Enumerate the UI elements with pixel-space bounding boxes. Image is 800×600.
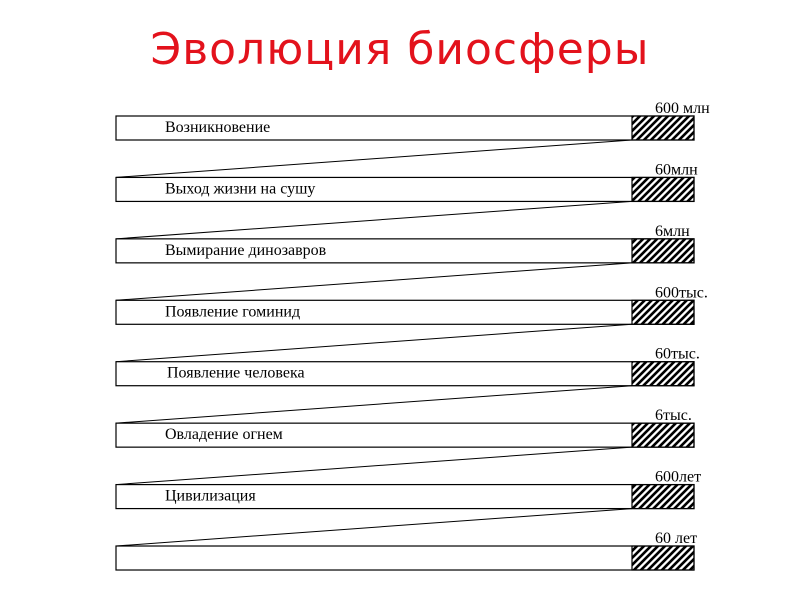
timeline-rows	[116, 100, 710, 570]
row-label: Появление гоминид	[165, 303, 301, 321]
timeline-row	[116, 161, 698, 238]
time-scale-mark: 60млн	[655, 161, 698, 179]
timeline-bar	[116, 546, 694, 570]
zoom-connector-line	[116, 447, 632, 484]
row-label: Появление человека	[167, 364, 305, 382]
hatched-segment	[632, 546, 694, 570]
timeline-row	[116, 469, 701, 546]
zoom-connector-line	[116, 386, 632, 423]
time-scale-mark: 600 млн	[655, 100, 710, 117]
time-scale-mark: 6млн	[655, 222, 690, 240]
row-label: Выход жизни на сушу	[165, 180, 316, 198]
timeline-row	[116, 100, 710, 177]
hatched-segment	[632, 239, 694, 263]
hatched-segment	[632, 116, 694, 140]
row-label: Овладение огнем	[165, 426, 283, 444]
hatched-segment	[632, 362, 694, 386]
zoom-connector-line	[116, 201, 632, 238]
zoom-connector-line	[116, 509, 632, 546]
timeline-row	[116, 223, 694, 300]
time-scale-mark: 6тыс.	[655, 407, 692, 425]
zoom-connector-line	[116, 324, 632, 361]
time-scale-mark: 600тыс.	[655, 284, 708, 302]
row-label: Возникновение	[165, 119, 271, 136]
time-scale-mark: 60тыс.	[655, 345, 700, 363]
hatched-segment	[632, 485, 694, 509]
time-scale-mark: 600лет	[655, 468, 702, 486]
hatched-segment	[632, 423, 694, 447]
time-scale-mark: 60 лет	[655, 530, 698, 548]
hatched-segment	[632, 300, 694, 324]
row-label: Вымирание динозавров	[165, 241, 327, 259]
zoom-connector-line	[116, 263, 632, 300]
timeline-row	[116, 530, 697, 570]
timeline-row	[116, 346, 700, 423]
row-label: Цивилизация	[165, 487, 256, 505]
hatched-segment	[632, 177, 694, 201]
timeline-row	[116, 407, 694, 484]
timeline-row	[116, 284, 708, 361]
zoom-connector-line	[116, 140, 632, 177]
slide-title: Эволюция биосферы	[150, 24, 650, 75]
